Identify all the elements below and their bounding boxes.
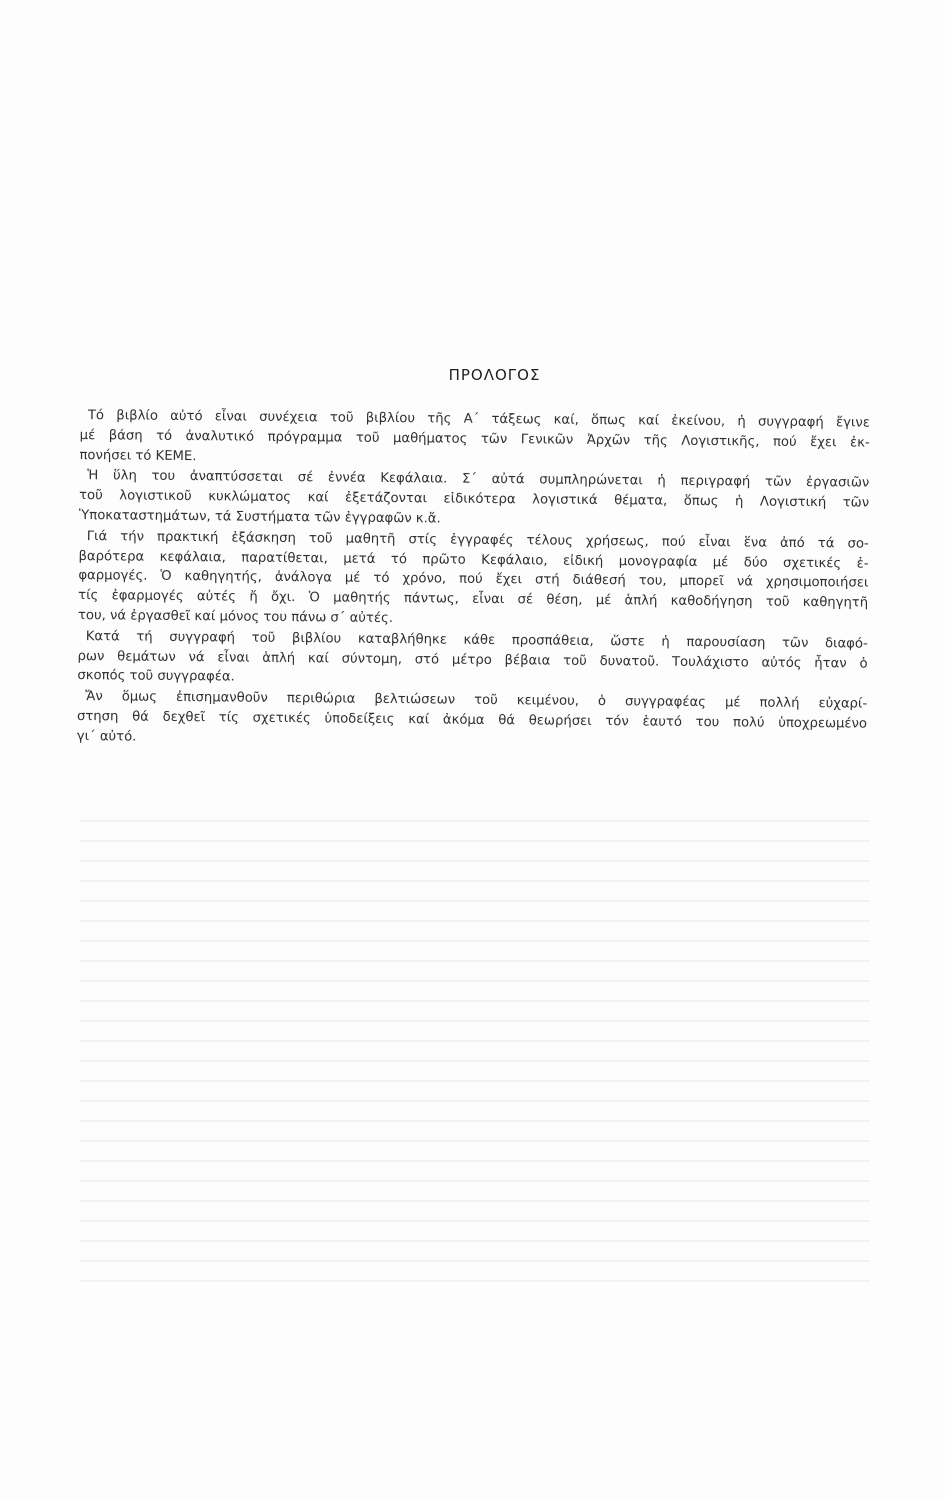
text-line: φαρμογές. Ὁ καθηγητής, ἀνάλογα μέ τό χρόνο, πού ἔχει στή διάθεσή του, μπορεῖ νά χρησιμοποιήσει (78, 568, 869, 591)
text-line: τίς ἐφαρμογές αὐτές ἤ ὄχι. Ὁ μαθητής πάντως, εἶναι σέ θέση, μέ ἁπλή καθοδήγηση τοῦ καθηγητῆ (78, 588, 869, 611)
text-line: στηση θά δεχθεῖ τίς σχετικές ὑποδείξεις καί ἀκόμα θά θεωρήσει τόν ἑαυτό του πολύ ὑποχρεωμένο (76, 708, 868, 732)
text-line: Ἡ ὕλη του ἀναπτύσσεται σέ ἐννέα Κεφάλαια. Σ΄ αὐτά συμπληρώνεται ἡ περιγραφή τῶν ἐργασιῶν (87, 468, 870, 491)
paragraph-3 (78, 527, 869, 634)
text-line: Τό βιβλίο αὐτό εἶναι συνέχεια τοῦ βιβλίου τῆς Α΄ τάξεως καί, ὅπως καί ἐκείνου, ἡ συγγραφή ἔγινε (87, 408, 870, 431)
show-through-texture (80, 820, 870, 1340)
text-line: σκοπός τοῦ συγγραφέα. (77, 668, 235, 685)
text-line: ρων θεμάτων νά εἶναι ἁπλή καί σύντομη, στό μέτρο βέβαια τοῦ δυνατοῦ. Τουλάχιστο αὐτός ἦταν ὁ (77, 648, 868, 672)
preface-body (77, 406, 870, 754)
text-line: Γιά τήν πρακτική ἐξάσκηση τοῦ μαθητῆ στίς ἐγγραφές τέλους χρήσεως, πού εἶναι ἕνα ἀπό τά σο- (86, 528, 869, 552)
text-line: Ὑποκαταστημάτων, τά Συστήματα τῶν ἐγγραφῶν κ.ἄ. (78, 507, 441, 527)
text-line: πονήσει τό ΚΕΜΕ. (79, 447, 197, 464)
text-line: μέ βάση τό ἀναλυτικό πρόγραμμα τοῦ μαθήματος τῶν Γενικῶν Ἀρχῶν τῆς Λογιστικῆς, πού ἔχει ἐκ- (79, 427, 870, 451)
paragraph-4 (77, 627, 868, 694)
text-line: Κατά τή συγγραφή τοῦ βιβλίου καταβλήθηκε κάθε προσπάθεια, ὥστε ἡ παρουσίαση τῶν διαφό- (85, 628, 868, 652)
text-line: βαρότερα κεφάλαια, παρατίθεται, μετά τό πρῶτο Κεφάλαιο, εἰδική μονογραφία μέ δύο σχετικές ἐ- (78, 548, 869, 572)
text-line: τοῦ λογιστικοῦ κυκλώματος καί ἐξετάζονται εἰδικότερα λογιστικά θέματα, ὅπως ἡ Λογιστική τῶν (79, 488, 870, 511)
text-line: του, νά ἐργασθεῖ καί μόνος του πάνω σ΄ αὐτές. (77, 607, 394, 626)
paragraph-2 (79, 466, 870, 533)
text-line: Ἄν ὅμως ἐπισημανθοῦν περιθώρια βελτιώσεων τοῦ κειμένου, ὁ συγγραφέας μέ πολλή εὐχαρί- (85, 689, 868, 712)
paragraph-1 (79, 406, 870, 473)
paragraph-5 (77, 687, 868, 754)
text-line: γι΄ αὐτό. (76, 728, 137, 745)
page-title: ΠΡΟΛΟΓΟΣ (448, 366, 541, 384)
